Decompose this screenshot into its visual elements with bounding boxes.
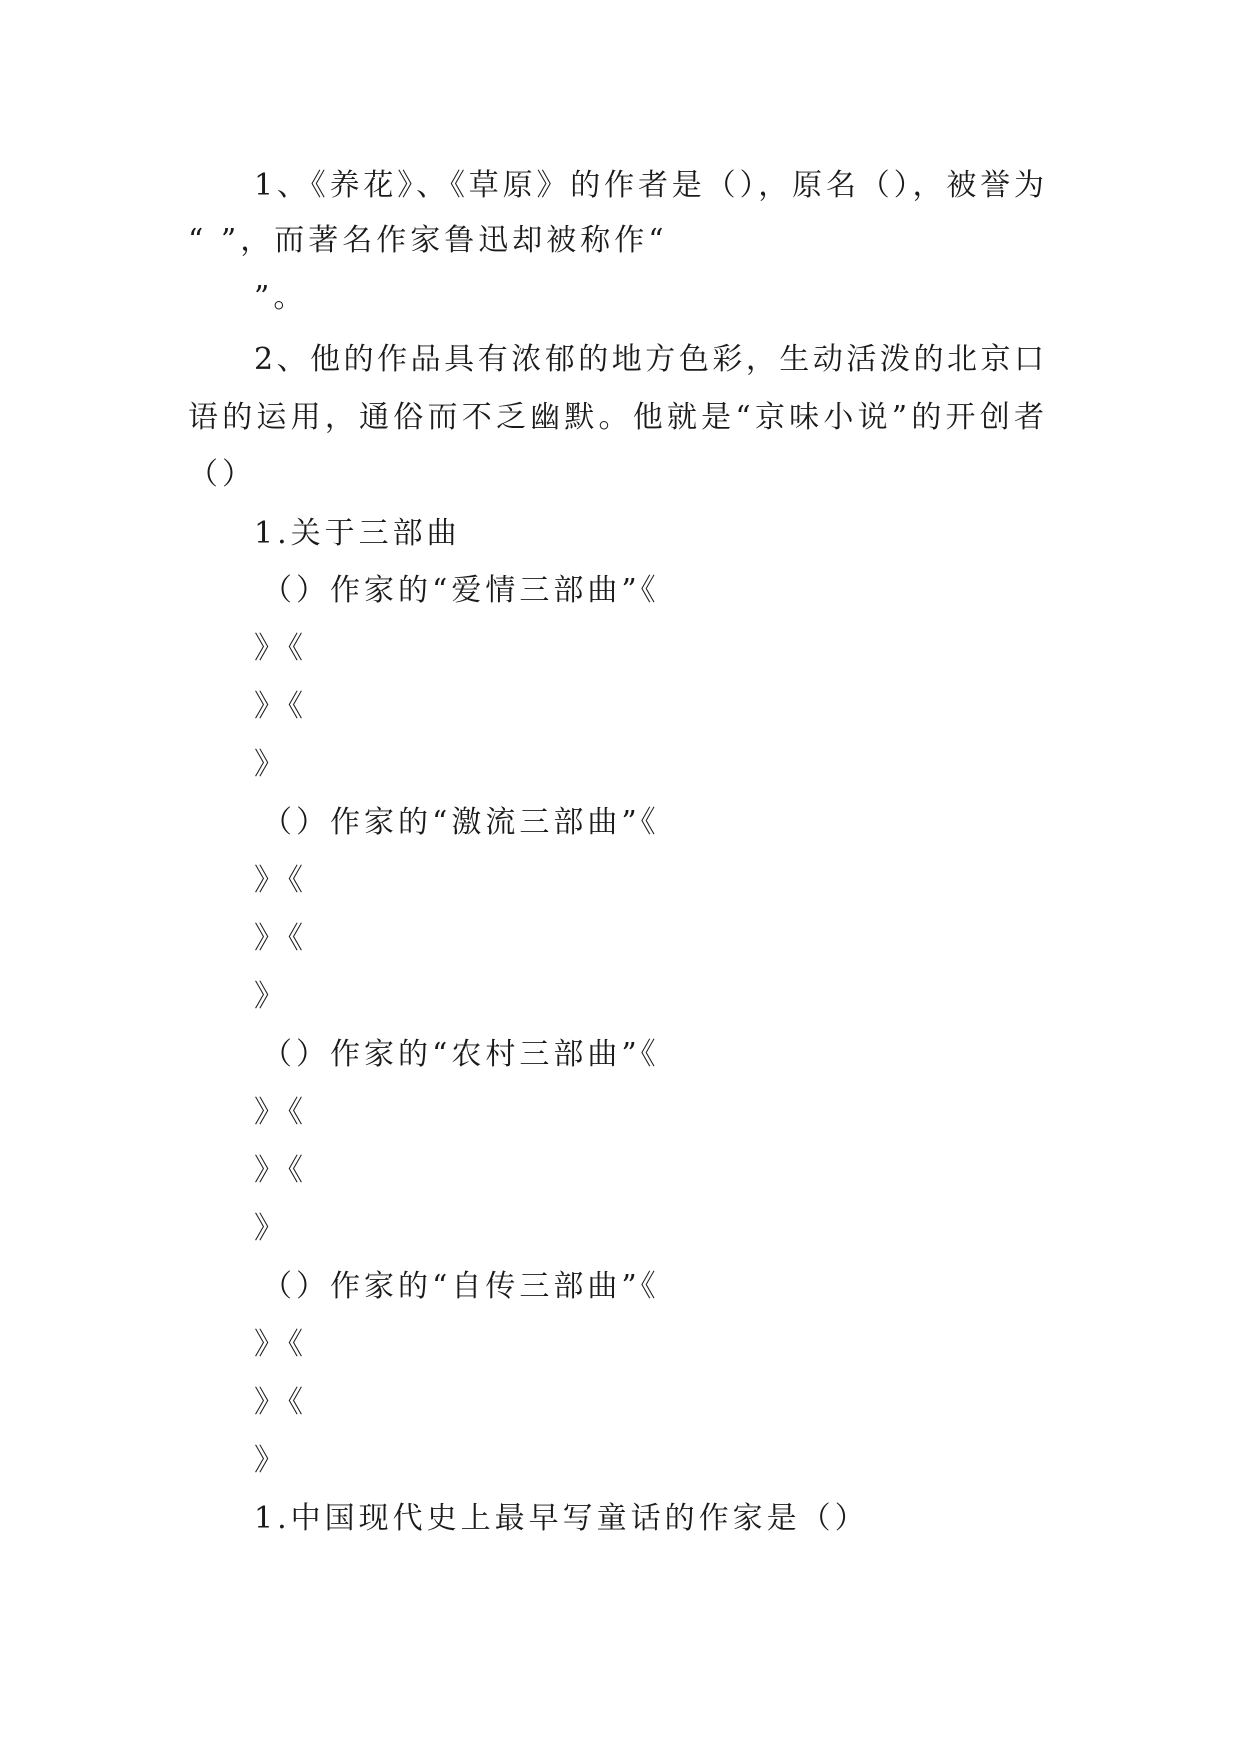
trilogy-line: 》《 bbox=[254, 689, 307, 724]
trilogy-line: 》 bbox=[254, 1211, 288, 1246]
trilogy-intro: （）作家的“自传三部曲”《 bbox=[262, 1269, 660, 1304]
trilogy-intro: （）作家的“农村三部曲”《 bbox=[262, 1037, 660, 1072]
trilogy-line: 》《 bbox=[254, 1153, 307, 1188]
trilogy-line: 》《 bbox=[254, 863, 307, 898]
trilogy-line: 》《 bbox=[254, 1327, 307, 1362]
trilogy-line: 》 bbox=[254, 747, 288, 782]
trilogy-line: 》 bbox=[254, 979, 288, 1014]
q2-line-1: 2、他的作品具有浓郁的地方色彩，生动活泼的北京口 bbox=[254, 342, 1044, 377]
q1-line-1: 1、《养花》、《草原》的作者是（），原名（），被誉为 bbox=[254, 168, 1044, 203]
trilogy-line: 》《 bbox=[254, 631, 307, 666]
trilogy-intro: （）作家的“爱情三部曲”《 bbox=[262, 573, 660, 608]
trilogy-line: 》 bbox=[254, 1443, 288, 1478]
trilogy-line: 》《 bbox=[254, 1385, 307, 1420]
q1-line-2: “ ”，而著名作家鲁迅却被称作“ bbox=[188, 223, 668, 258]
q1-line-3: ”。 bbox=[254, 280, 308, 315]
section-heading-trilogy: 1.关于三部曲 bbox=[254, 516, 461, 551]
trilogy-line: 》《 bbox=[254, 921, 307, 956]
trilogy-line: 》《 bbox=[254, 1095, 307, 1130]
q2-line-2: 语的运用，通俗而不乏幽默。他就是“京味小说”的开创者 bbox=[188, 400, 1044, 435]
trilogy-intro: （）作家的“激流三部曲”《 bbox=[262, 805, 660, 840]
q2-line-3: （） bbox=[188, 457, 256, 492]
question-earliest-fairy-tale-writer: 1.中国现代史上最早写童话的作家是（） bbox=[254, 1501, 869, 1536]
